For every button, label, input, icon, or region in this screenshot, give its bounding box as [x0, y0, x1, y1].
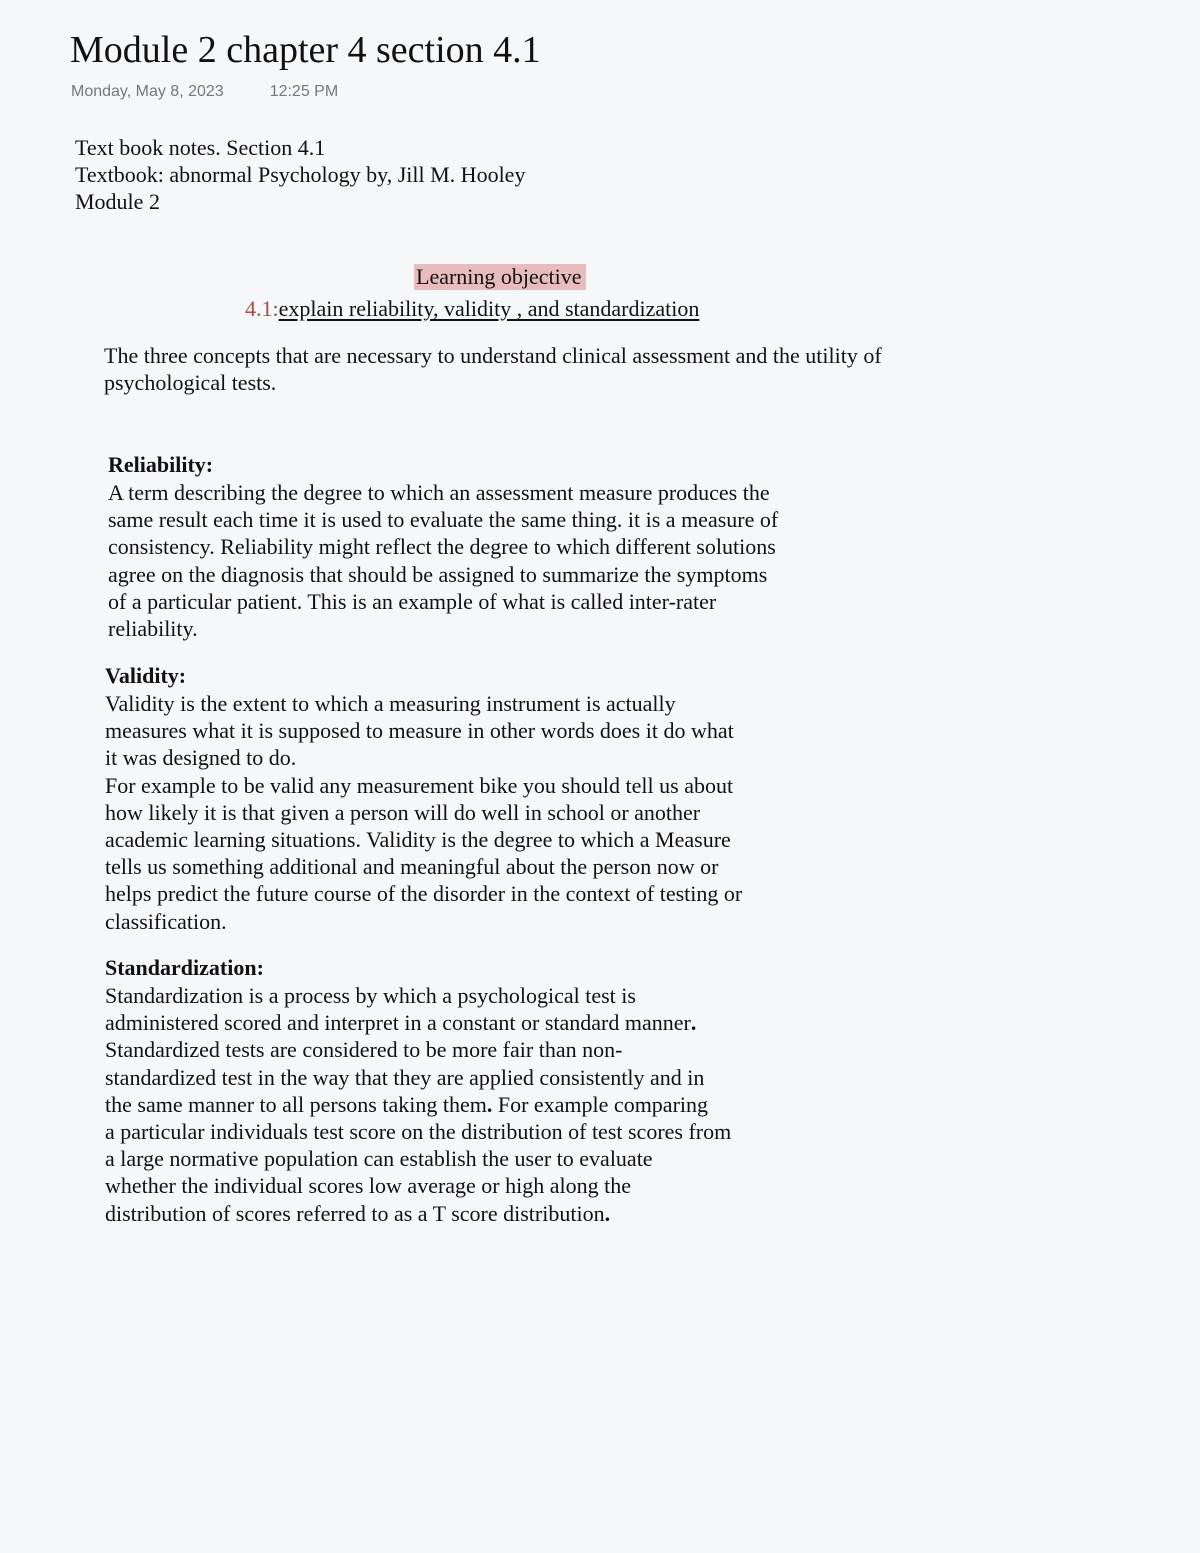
standardization-line: [105, 1091, 731, 1118]
validity-line: how likely it is that given a person will do well in school or another: [105, 799, 701, 825]
standardization-line: standardized test in the way that they are applied consistently and in: [105, 1064, 705, 1090]
page-date: Monday, May 8, 2023: [71, 83, 224, 100]
standardization-line-text: the same manner to all persons taking them: [105, 1091, 487, 1117]
reliability-line: reliability.: [108, 616, 198, 642]
standardization-line: a large normative population can establish the user to evaluate: [105, 1146, 653, 1172]
standardization-line: Standardization is a process by which a psychological test is: [105, 983, 636, 1008]
standardization-line: [105, 1009, 731, 1036]
header-line: Text book notes. Section 4.1: [75, 135, 326, 160]
learning-objective-number: 4.1: [245, 296, 273, 321]
page-time: 12:25 PM: [269, 83, 339, 100]
standardization-line-text: distribution of scores referred to as a T score distribution: [105, 1200, 605, 1226]
page-metadata: [71, 81, 338, 103]
reliability-line: A term describing the degree to which an assessment measure produces the: [108, 480, 770, 505]
validity-line: academic learning situations. Validity is the degree to which a Measure: [105, 827, 731, 853]
reliability-line: of a particular patient. This is an example of what is called inter-rater: [108, 588, 717, 614]
learning-objective-separator: :: [272, 296, 279, 321]
learning-objective-text: explain reliability, validity , and standardization: [278, 296, 700, 321]
standardization-line: [105, 1200, 731, 1227]
header-line: Module 2: [75, 189, 160, 214]
validity-line: measures what it is supposed to measure in other words does it do what: [105, 718, 734, 744]
learning-objective-title: Learning objective: [414, 264, 586, 290]
intro-line: psychological tests.: [104, 370, 277, 396]
page-title: Module 2 chapter 4 section 4.1: [70, 29, 541, 71]
standardization-paragraph: [105, 982, 731, 1227]
validity-paragraph: [105, 690, 742, 935]
bold-period: .: [486, 1091, 493, 1117]
standardization-line: a particular individuals test score on the distribution of test scores from: [105, 1119, 732, 1145]
standardization-heading: Standardization:: [105, 955, 264, 980]
standardization-line: Standardized tests are considered to be more fair than non-: [105, 1037, 623, 1063]
validity-heading: Validity:: [105, 663, 187, 688]
reliability-paragraph: [108, 479, 778, 642]
reliability-line: consistency. Reliability might reflect the degree to which different solutions: [108, 534, 776, 560]
reliability-line: same result each time it is used to evaluate the same thing. it is a measure of: [108, 507, 779, 533]
header-line: Textbook: abnormal Psychology by, Jill M. Hooley: [75, 162, 526, 187]
intro-line: The three concepts that are necessary to understand clinical assessment and the utility of: [104, 343, 882, 368]
standardization-line: whether the individual scores low average or high along the: [105, 1173, 632, 1199]
validity-line: For example to be valid any measurement bike you should tell us about: [105, 772, 734, 798]
bold-period: .: [604, 1200, 611, 1226]
validity-line: it was designed to do.: [105, 745, 297, 771]
validity-line: classification.: [105, 908, 227, 934]
validity-line: Validity is the extent to which a measuring instrument is actually: [105, 691, 676, 716]
reliability-heading: Reliability:: [108, 452, 214, 477]
reliability-line: agree on the diagnosis that should be assigned to summarize the symptoms: [108, 561, 768, 587]
learning-objective-line: [245, 295, 699, 322]
intro-paragraph: [104, 342, 882, 396]
standardization-line-text: administered scored and interpret in a constant or standard manner: [105, 1010, 691, 1036]
validity-line: tells us something additional and meaningful about the person now or: [105, 854, 719, 880]
bold-period: .: [690, 1010, 697, 1036]
notes-header: [75, 134, 525, 215]
standardization-line-text: For example comparing: [492, 1091, 709, 1117]
validity-line: helps predict the future course of the disorder in the context of testing or: [105, 881, 743, 907]
